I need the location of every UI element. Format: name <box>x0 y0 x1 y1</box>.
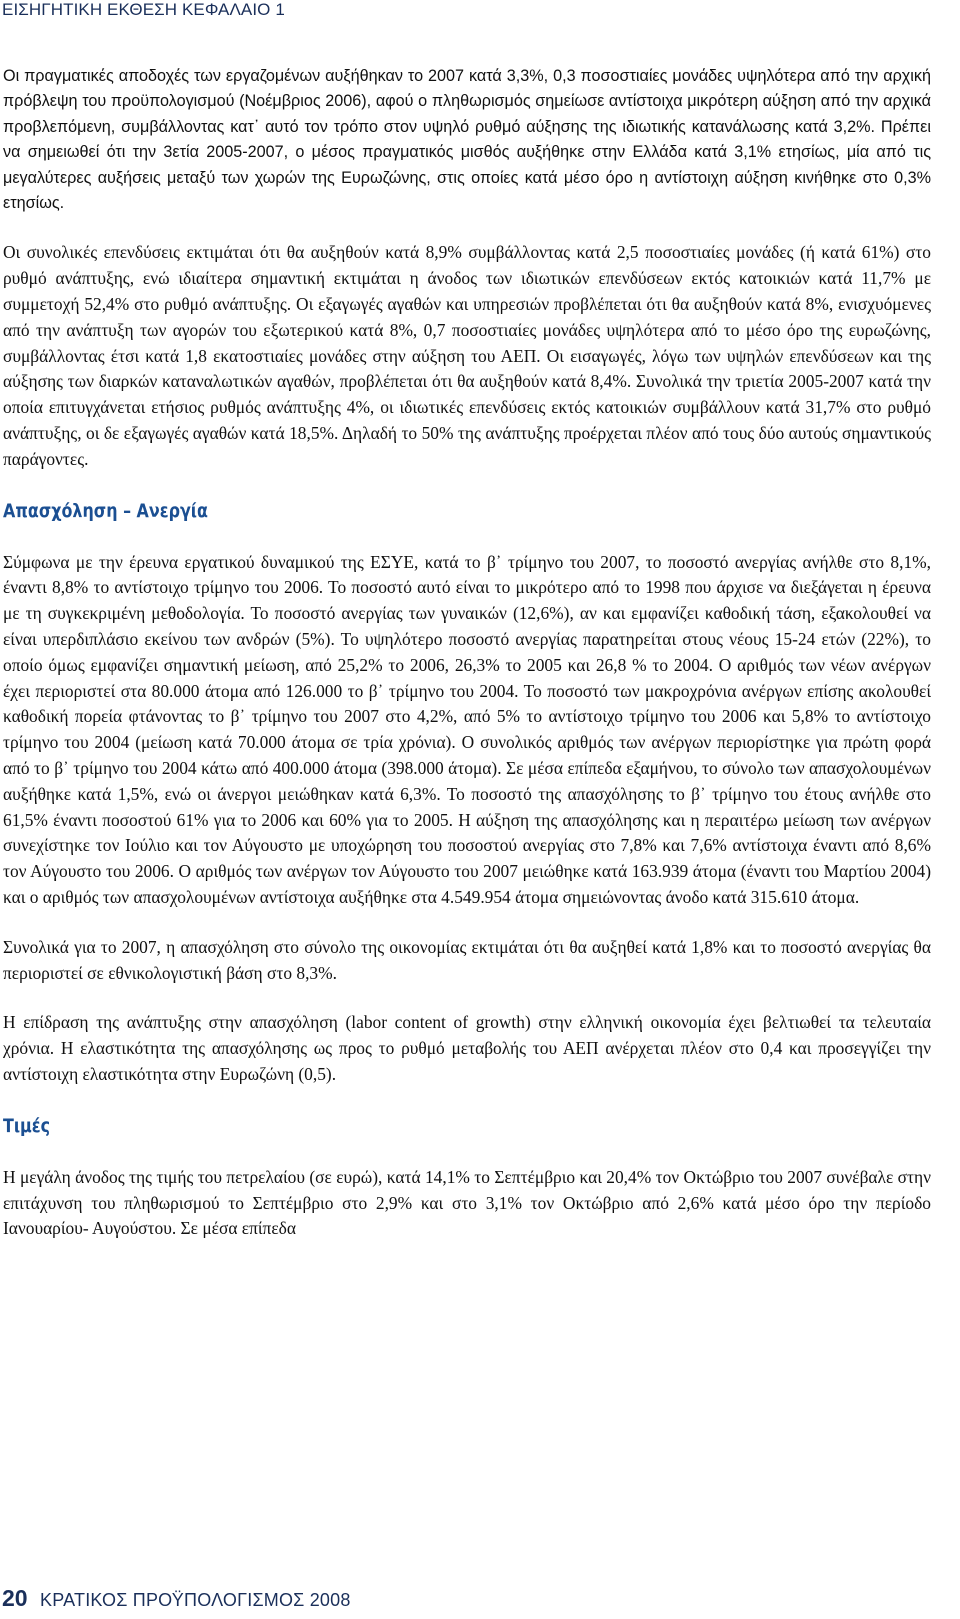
paragraph-employment-2007: Συνολικά για το 2007, η απασχόληση στο σύνολο της οικονομίας εκτιμάται ότι θα αυξηθεί κατά 1,8% και το ποσοστό ανεργίας θα περιοριστεί σε εθνικολογιστική βάση στο 8,3%. <box>3 936 931 983</box>
paragraph-investment: Οι συνολικές επενδύσεις εκτιμάται ότι θα αυξηθούν κατά 8,9% συμβάλλοντας κατά 2,5 ποσοστιαίες μονάδες (ή κατά 61%) στο ρυθμό ανάπτυξης, ενώ ιδιαίτερα σημαντική εκτιμάται η άνοδος των ιδιωτικών επενδύσεων εκτός κατοικιών κατά 11,7% με συμμετοχή 52,4% στο ρυθμό ανάπτυξης. Οι εξαγωγές αγαθών και υπηρεσιών προβλέπεται ότι θα αυξηθούν κατά 8%, ενισχυόμενες από την ανάπτυξη των αγορών του εξωτερικού κατά 8%, 0,7 ποσοστιαίες μονάδες υψηλότερα από το μέσο όρο της ευρωζώνης, συμβάλλοντας έτσι κατά 1,8 εκατοστιαίες μονάδες στην αύξηση του ΑΕΠ. Οι εισαγωγές, λόγω των υψηλών επενδύσεων και της αύξησης των διαρκών καταναλωτικών αγαθών, προβλέπεται ότι θα αυξηθούν κατά 8,4%. Συνολικά την τριετία 2005-2007 κατά την οποία επιτυγχάνεται ετήσιος ρυθμός ανάπτυξης 4%, οι ιδιωτικές επενδύσεις εκτός κατοικιών συμβάλλουν κατά 31,7% στο ρυθμό ανάπτυξης, οι δε εξαγωγές αγαθών κατά 18,5%. Δηλαδή το 50% της ανάπτυξης προέρχεται πλέον από τους δύο αυτούς σημαντικούς παράγοντες. <box>3 242 931 469</box>
section-heading-employment: Απασχόληση – Ανεργία <box>3 500 208 522</box>
running-header: ΕΙΣΗΓΗΤΙΚΗ ΕΚΘΕΣΗ ΚΕΦΑΛΑΙΟ 1 <box>2 0 285 19</box>
page-number: 20 <box>2 1585 28 1611</box>
footer-title: ΚΡΑΤΙΚΟΣ ΠΡΟΫΠΟΛΟΓΙΣΜΟΣ 2008 <box>40 1590 351 1610</box>
section-heading-prices: Τιμές <box>3 1115 51 1137</box>
paragraph-oil-prices: Η μεγάλη άνοδος της τιμής του πετρελαίου (σε ευρώ), κατά 14,1% το Σεπτέμβριο και 20,4% τον Οκτώβριο του 2007 συνέβαλε στην επιτάχυνση του πληθωρισμού το Σεπτέμβριο στο 2,9% και στο 3,1% τον Οκτώβριο από 2,6% κατά μέσο όρο την περίοδο Ιανουαρίου- Αυγούστου. Σε μέσα επίπεδα <box>3 1166 931 1239</box>
paragraph-real-wages: Οι πραγματικές αποδοχές των εργαζομένων αυξήθηκαν το 2007 κατά 3,3%, 0,3 ποσοστιαίες μονάδες υψηλότερα από την αρχική πρόβλεψη του προϋπολογισμού (Νοέμβριος 2006), αφού ο πληθωρισμός σημείωσε αντίστοιχα μικρότερη αύξηση από την αρχικά προβλεπόμενη, συμβάλλοντας κατ᾽ αυτό τον τρόπο στον υψηλό ρυθμό αύξησης της ιδιωτικής κατανάλωσης κατά 3,2%. Πρέπει να σημειωθεί ότι την 3ετία 2005-2007, ο μέσος πραγματικός μισθός αυξήθηκε στην Ελλάδα κατά 3,1% ετησίως, μία από τις μεγαλύτερες αυξήσεις μεταξύ των χωρών της Ευρωζώνης, στις οποίες κατά μέσο όρο η αντίστοιχη αύξηση κινήθηκε στο 0,3% ετησίως. <box>3 67 931 213</box>
page-footer <box>2 1585 351 1612</box>
document-body <box>3 64 931 1242</box>
paragraph-labor-content: Η επίδραση της ανάπτυξης στην απασχόληση (labor content of growth) στην ελληνική οικονομία έχει βελτιωθεί τα τελευταία χρόνια. Η ελαστικότητα της απασχόλησης ως προς το ρυθμό μεταβολής του ΑΕΠ ανέρχεται πλέον στο 0,4 και προσεγγίζει την αντίστοιχη ελαστικότητα στην Ευρωζώνη (0,5). <box>3 1012 931 1084</box>
paragraph-unemployment: Σύμφωνα με την έρευνα εργατικού δυναμικού της ΕΣΥΕ, κατά το β᾽ τρίμηνο του 2007, το ποσοστό ανεργίας ανήλθε στο 8,1%, έναντι 8,8% το αντίστοιχο τρίμηνο του 2006. Το ποσοστό αυτό είναι το μικρότερο από το 1998 που άρχισε να διεξάγεται η έρευνα με τη συγκεκριμένη μεθοδολογία. Το ποσοστό ανεργίας των γυναικών (12,6%), αν και εμφανίζει καθοδική τάση, εξακολουθεί να είναι υπερδιπλάσιο εκείνου των ανδρών (5%). Το υψηλότερο ποσοστό ανεργίας παρατηρείται στους νέους 15-24 ετών (22%), το οποίο όμως εμφανίζει σημαντική μείωση, από 25,2% το 2006, 26,3% το 2005 και 26,8 % το 2004. Ο αριθμός των νέων ανέργων έχει περιοριστεί στα 80.000 άτομα από 126.000 το β᾽ τρίμηνο του 2004. Το ποσοστό των μακροχρόνια ανέργων επίσης ακολουθεί καθοδική πορεία φτάνοντας το β᾽ τρίμηνο του 2007 στο 4,2%, από 5% το αντίστοιχο τρίμηνο του 2006 και 5,8% το αντίστοιχο τρίμηνο του 2004 (μείωση κατά 70.000 άτομα σε τρία χρόνια). Ο συνολικός αριθμός των ανέργων περιορίστηκε για πρώτη φορά από το β᾽ τρίμηνο του 2004 κάτω από 400.000 άτομα (398.000 άτομα). Σε μέσα επίπεδα εξαμήνου, το σύνολο των απασχολουμένων αυξήθηκε κατά 1,5%, ενώ οι άνεργοι μειώθηκαν κατά 6,3%. Το ποσοστό της απασχόλησης το β᾽ τρίμηνο του έτους ανήλθε στο 61,5% έναντι ποσοστού 61% για το 2006 και 60% για το 2005. Η αύξηση της απασχόλησης και η περαιτέρω μείωση των ανέργων συνεχίστηκε τον Ιούλιο και τον Αύγουστο με υποχώρηση του ποσοστού ανεργίας στο 7,8% και 7,6% αντίστοιχα έναντι από 8,6% τον Αύγουστο του 2006. Ο αριθμός των ανέργων τον Αύγουστο του 2007 μειώθηκε κατά 163.939 άτομα (έναντι του Μαρτίου 2004) και ο αριθμός των απασχολουμένων αντίστοιχα αυξήθηκε στα 4.549.954 άτομα σημειώνοντας άνοδο κατά 315.610 άτομα. <box>3 551 931 907</box>
